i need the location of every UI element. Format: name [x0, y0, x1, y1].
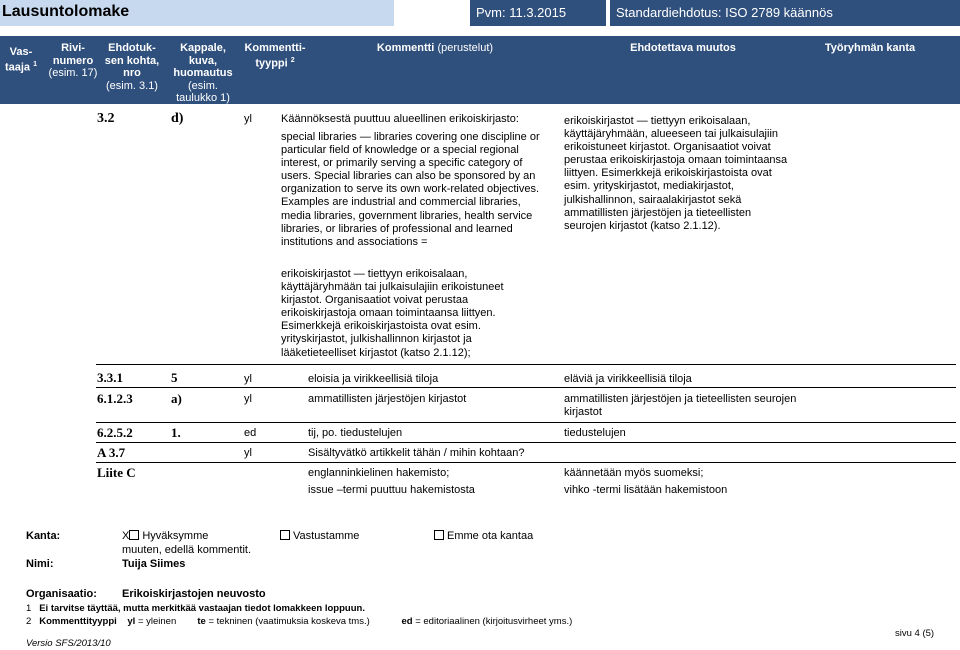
- kanta-label: Kanta:: [26, 530, 61, 542]
- row6-comment-l2: issue –termi puuttuu hakemistosta: [308, 484, 475, 496]
- checkbox-icon[interactable]: [129, 530, 139, 540]
- standard-field: Standardiehdotus: ISO 2789 käännös: [610, 0, 960, 26]
- row6-suggestion-l2: vihko -termi lisätään hakemistoon: [564, 484, 728, 496]
- kanta-option-emme-ota-kantaa[interactable]: Emme ota kantaa: [434, 530, 533, 543]
- row1-comment-en: special libraries — libraries covering one discipline or particular field of knowledge or a special regional interest, or primarily serving a specific category of users. Special libraries can also be sponsored by an organization to serve its own work-related objectives. Examples are industrial and commercial libraries, media libraries, government libraries, health service libraries, or libraries of professional and learned institutions and associations =: [281, 131, 540, 248]
- row3-clause: a): [171, 391, 182, 406]
- table-header: [0, 36, 960, 104]
- checkbox-mark: X: [122, 530, 130, 542]
- row5-section: A 3.7: [97, 445, 126, 460]
- row1-section: 3.2: [97, 111, 115, 126]
- footnote-2: 2 Kommenttityyppi yl = yleinen te = tekninen (vaatimuksia koskeva tms.) ed = editoriaalinen (kirjoitusvirheet yms.): [26, 616, 573, 627]
- title-bar: [0, 0, 960, 26]
- header-kommenttityyppi: Kommentti- tyyppi $^2$: [244, 42, 306, 70]
- row1-type: yl: [244, 113, 252, 125]
- row2-comment: eloisia ja virikkeellisiä tiloja: [308, 373, 439, 385]
- row-divider: [96, 364, 956, 365]
- form-title: Lausuntolomake: [0, 0, 394, 26]
- row2-type: yl: [244, 373, 252, 385]
- header-ehdotuksen-kohta: Ehdotuk- sen kohta, nro (esim. 3.1): [104, 42, 160, 92]
- org-value: Erikoiskirjastojen neuvosto: [122, 588, 266, 600]
- nimi-label: Nimi:: [26, 558, 54, 570]
- checkbox-icon[interactable]: [434, 530, 444, 540]
- row-divider: [96, 462, 956, 463]
- row5-type: yl: [244, 447, 252, 459]
- header-tyoryhman-kanta: Työryhmän kanta: [824, 42, 916, 54]
- row3-comment: ammatillisten järjestöjen kirjastot: [308, 393, 467, 405]
- version-label: Versio SFS/2013/10: [26, 638, 111, 649]
- checkbox-icon[interactable]: [280, 530, 290, 540]
- row6-suggestion-l1: käännetään myös suomeksi;: [564, 467, 704, 479]
- row6-section: Liite C: [97, 465, 136, 480]
- header-kommentti: Kommentti (perustelut): [376, 42, 494, 54]
- row4-clause: 1.: [171, 425, 181, 440]
- row1-comment-fi: erikoiskirjastot — tiettyyn erikoisalaan, käyttäjäryhmään tai julkaisulajiin erikoistuneet kirjastot. Organisaatiot voivat perustaa erikoiskirjastoja omaan toimintaansa liittyen. Esimerkkejä erikoiskirjastoista ovat esim. yrityskirjastot, julkishallinnon kirjastot ja lääketieteelliset kirjastot (katso 2.1.12);: [281, 268, 504, 359]
- row3-section: 6.1.2.3: [97, 391, 133, 406]
- row2-clause: 5: [171, 370, 178, 385]
- nimi-value: Tuija Siimes: [122, 558, 186, 570]
- page-number: sivu 4 (5): [895, 628, 935, 639]
- row4-section: 6.2.5.2: [97, 425, 133, 440]
- row-divider: [96, 387, 956, 388]
- org-label: Organisaatio:: [26, 588, 97, 600]
- row1-clause: d): [171, 111, 184, 126]
- date-field: Pvm: 11.3.2015: [470, 0, 606, 26]
- footnote-1: 1 Ei tarvitse täyttää, mutta merkitkää vastaajan tiedot lomakkeen loppuun.: [26, 603, 365, 614]
- kanta-option-vastustamme[interactable]: Vastustamme: [280, 530, 359, 543]
- row1-suggestion: erikoiskirjastot — tiettyyn erikoisalaan, käyttäjäryhmään, alueeseen tai julkaisulajiin erikoistuneet kirjastot. Organisaatiot voivat perustaa erikoiskirjastoja omaan toimintaansa liittyen. Esimerkkejä erikoiskirjastoista ovat esim. yrityskirjastot, mediakirjastot, julkishallinnon, sairaalakirjastot sekä ammatillisten järjestöjen ja tieteellisten seurojen kirjastot (katso 2.1.12).: [564, 115, 788, 232]
- row3-suggestion: ammatillisten järjestöjen ja tieteellisten seurojen kirjastot: [564, 393, 797, 419]
- row2-section: 3.3.1: [97, 370, 123, 385]
- row5-comment: Sisältyvätkö artikkelit tähän / mihin kohtaan?: [308, 447, 525, 459]
- row6-comment-l1: englanninkielinen hakemisto;: [308, 467, 450, 479]
- row-divider: [96, 442, 956, 443]
- kanta-option-hyvaksymme[interactable]: X Hyväksymme: [122, 530, 209, 542]
- kanta-note: muuten, edellä kommentit.: [122, 544, 252, 556]
- row4-comment: tij, po. tiedustelujen: [308, 427, 403, 439]
- row4-type: ed: [244, 427, 257, 439]
- header-kappale: Kappale, kuva, huomautus (esim. taulukko 1): [173, 42, 233, 104]
- row-divider: [96, 422, 956, 423]
- header-rivi: Rivi- numero (esim. 17): [48, 42, 98, 79]
- header-vastaaja: Vas- taaja $^1$: [4, 46, 38, 74]
- header-ehdotettava-muutos: Ehdotettava muutos: [630, 42, 736, 54]
- row3-type: yl: [244, 393, 252, 405]
- row4-suggestion: tiedustelujen: [564, 427, 626, 439]
- row1-comment-head: Käännöksestä puuttuu alueellinen erikoiskirjasto:: [281, 113, 519, 125]
- row2-suggestion: eläviä ja virikkeellisiä tiloja: [564, 373, 692, 385]
